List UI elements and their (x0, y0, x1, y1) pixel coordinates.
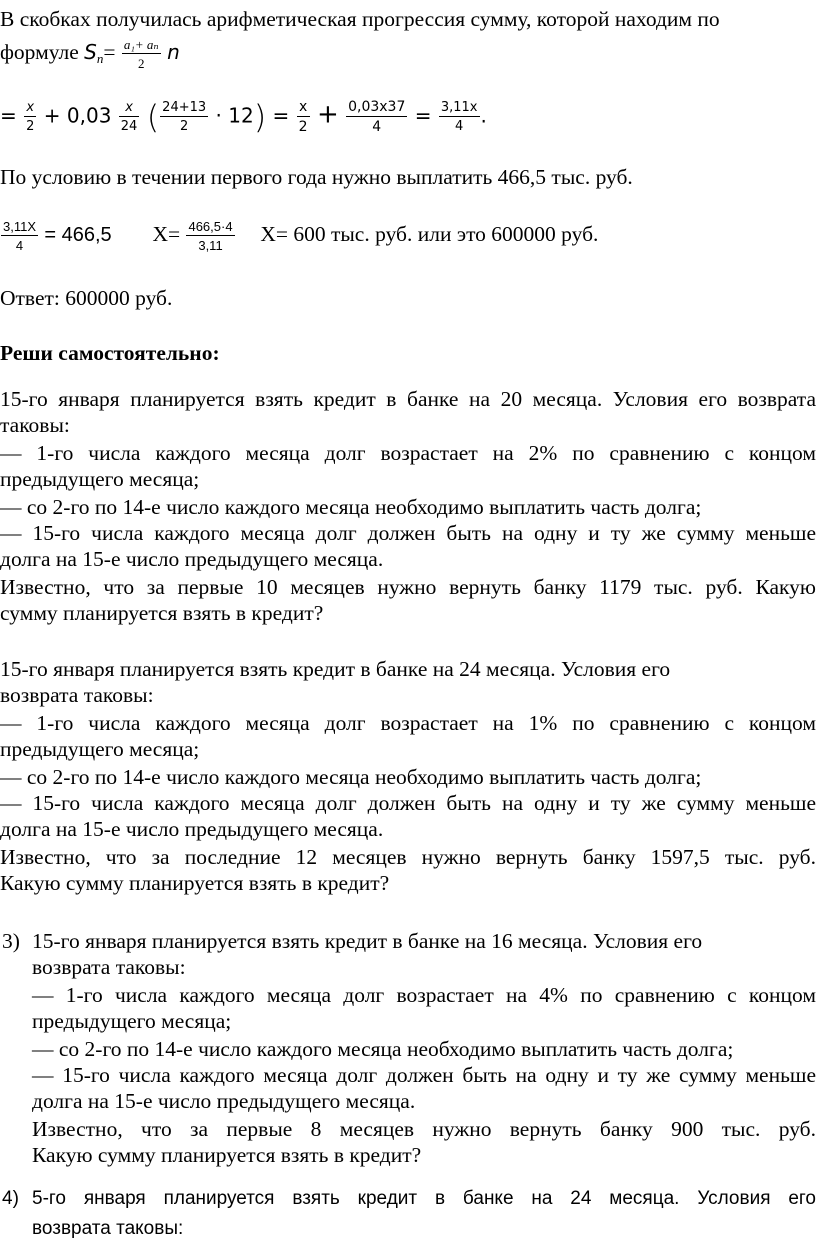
task-2-line: Известно, что за последние 12 месяцев нужно вернуть банку 1597,5 тыс. руб. (0, 845, 816, 869)
calc-plus-1: + 0,03 (43, 103, 112, 128)
calc-rparen: ) (253, 98, 267, 136)
task-2-line: 15-го января планируется взять кредит в банке на 24 месяца. Условия его (0, 657, 671, 681)
formula-numerator: a₁+ aₙ (123, 37, 159, 52)
intro-line-2 (0, 38, 816, 72)
task-4-number-label: 4) (2, 1188, 19, 1209)
calc-frac-3-den: 2 (180, 119, 189, 134)
calc-dot: . (480, 103, 487, 128)
formula-eq: = (103, 39, 116, 64)
task-3-line: Какую сумму планируется взять в кредит? (32, 1143, 422, 1167)
calc-frac-1 (24, 101, 36, 133)
formula-denominator: 2 (138, 56, 145, 71)
solve-eq-value: = 466,5 (44, 223, 112, 246)
calc-frac-2-num: x (119, 101, 140, 117)
calc-frac-5-num: 0,03x37 (348, 99, 406, 115)
calc-frac-6-den: 4 (455, 119, 464, 134)
task-1-line: долга на 15-е число предыдущего месяца. (0, 547, 384, 571)
formula-n: n (167, 39, 180, 64)
task-2-line: — 15-го числа каждого месяца долг должен быть на одну и ту же сумму меньше (0, 791, 816, 815)
calc-frac-4-den: 2 (298, 119, 308, 135)
calc-times-12: · 12 (215, 103, 254, 128)
calc-plus-2: + (316, 99, 339, 130)
calc-frac-1-den: 2 (26, 119, 35, 134)
calculation-line (0, 100, 816, 134)
task-1-line: сумму планируется взять в кредит? (0, 601, 324, 625)
solve-frac-2-num: 466,5·4 (188, 219, 233, 234)
calc-frac-6-num: 3,11x (440, 100, 478, 115)
task-3-line: 15-го января планируется взять кредит в банке на 16 месяца. Условия его (32, 929, 703, 953)
task-1-line: предыдущего месяца; (0, 467, 200, 491)
task-1-line: таковы: (0, 413, 70, 437)
formula-fraction (122, 38, 161, 70)
formula-s-sub: n (96, 50, 104, 66)
calc-frac-4-num: x (297, 100, 310, 117)
calc-lparen: ( (146, 98, 160, 136)
calc-frac-2-den: 24 (120, 119, 138, 134)
calc-eq-1: = (0, 103, 17, 128)
calc-frac-3-num: 24+13 (162, 100, 207, 115)
task-1-line: Известно, что за первые 10 месяцев нужно вернуть банку 1179 тыс. руб. Какую (0, 575, 816, 599)
calc-frac-5-den: 4 (372, 119, 382, 135)
calc-eq-3: = (414, 103, 432, 128)
answer-line: Ответ: 600000 руб. (0, 286, 173, 310)
formula-prefix: формуле (0, 39, 85, 64)
task-3-line: — 1-го числа каждого месяца долг возрастает на 4% по сравнению с концом (32, 983, 816, 1007)
task-2-line: Какую сумму планируется взять в кредит? (0, 871, 390, 895)
task-1-line: — со 2-го по 14-е число каждого месяца необходимо выплатить часть долга; (0, 495, 702, 519)
solve-frac-1-num: 3,11X (3, 219, 37, 234)
task-3-line: долга на 15-е число предыдущего месяца. (32, 1089, 416, 1113)
section-heading: Реши самостоятельно: (0, 341, 220, 365)
solve-frac-1 (1, 220, 38, 252)
calc-frac-1-num: x (24, 101, 36, 117)
calc-eq-2: = (272, 103, 290, 128)
formula-s: S (84, 39, 97, 64)
solve-frac-2-den: 3,11 (198, 238, 223, 253)
task-2-line: — со 2-го по 14-е число каждого месяца необходимо выплатить часть долга; (0, 765, 702, 789)
task-2-line: предыдущего месяца; (0, 737, 200, 761)
solve-line (0, 220, 816, 252)
calc-frac-6 (439, 101, 480, 133)
task-3-line: — со 2-го по 14-е число каждого месяца необходимо выплатить часть долга; (32, 1037, 734, 1061)
task-3-line: предыдущего месяца; (32, 1009, 232, 1033)
task-1-line: 15-го января планируется взять кредит в банке на 20 месяца. Условия его возврата (0, 387, 816, 411)
task-1-line: — 15-го числа каждого месяца долг должен быть на одну и ту же сумму меньше (0, 521, 816, 545)
solve-result: X= 600 тыс. руб. или это 600000 руб. (260, 221, 599, 246)
calc-frac-4 (297, 100, 310, 134)
solve-x-eq: X= (152, 221, 181, 246)
task-3-number-label: 3) (2, 929, 20, 953)
task-2-line: — 1-го числа каждого месяца долг возрастает на 1% по сравнению с концом (0, 711, 816, 735)
condition-line: По условию в течении первого года нужно выплатить 466,5 тыс. руб. (0, 165, 633, 189)
intro-line-1: В скобках получилась арифметическая прогрессия сумму, которой находим по (0, 7, 720, 31)
task-3-line: возврата таковы: (32, 955, 186, 979)
task-4-line: 5-го января планируется взять кредит в банке на 24 месяца. Условия его (32, 1188, 816, 1209)
calc-frac-2 (119, 101, 140, 133)
task-3-line: — 15-го числа каждого месяца долг должен быть на одну и ту же сумму меньше (32, 1063, 816, 1087)
task-3-line: Известно, что за первые 8 месяцев нужно вернуть банку 900 тыс. руб. (32, 1117, 816, 1141)
task-2-line: возврата таковы: (0, 683, 154, 707)
solve-frac-1-den: 4 (15, 238, 24, 253)
solve-frac-2 (186, 220, 234, 252)
task-4-line: возврата таковы: (32, 1218, 184, 1239)
calc-frac-5 (346, 100, 407, 134)
calc-frac-3 (160, 101, 208, 133)
task-1-line: — 1-го числа каждого месяца долг возрастает на 2% по сравнению с концом (0, 441, 816, 465)
task-2-line: долга на 15-е число предыдущего месяца. (0, 817, 384, 841)
